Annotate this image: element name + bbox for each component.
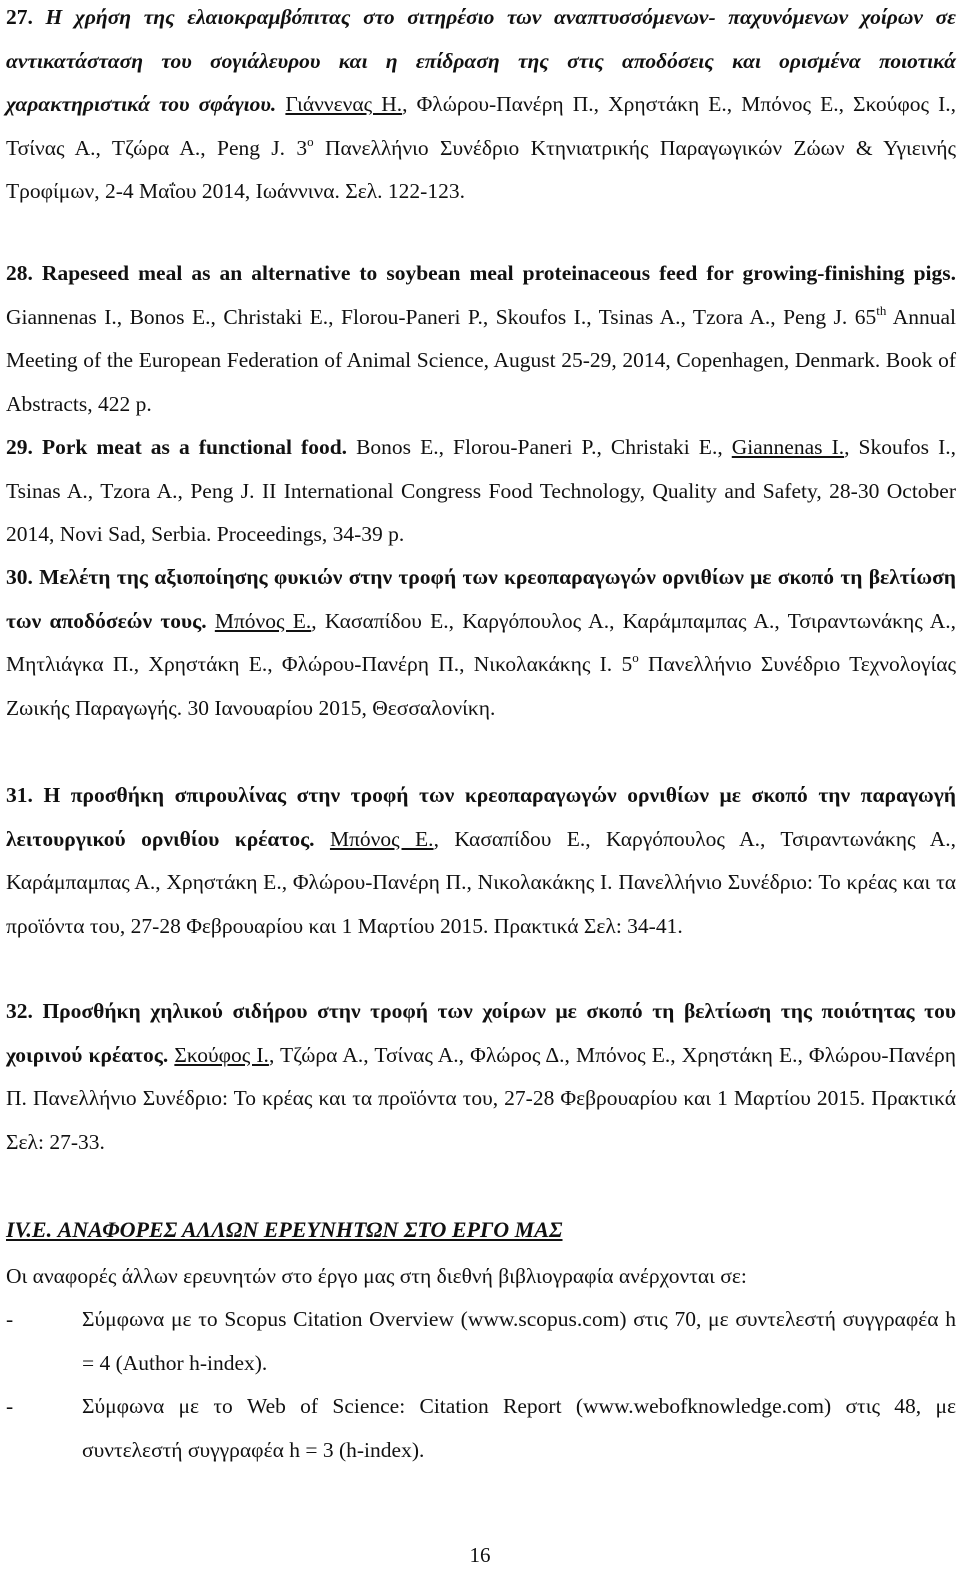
citation-item-wos [6,1385,956,1472]
publication-author-underlined: Σκούφος Ι. [174,1042,269,1067]
publication-28 [6,252,956,426]
publication-venue: Πανελλήνιο Συνέδριο Τεχνολογίας Ζωικής Παραγωγής. 30 Ιανουαρίου 2015, Θεσσαλονίκη. [6,652,957,720]
publication-authors: , Κασαπίδου Ε., Καργόπουλος Α., Καράμπαμπας Α., Τσιραντωνάκης Α., Μητλιάγκα Π., Χρηστάκη Ε., Φλώρου-Πανέρη Π., Νικολακάκης Ι. [6,608,957,677]
publication-authors: Bonos E., Florou-Paneri P., Christaki E., [356,435,723,459]
publication-authors: , Κασαπίδου Ε., Καργόπουλος Α., Τσιραντωνάκης Α., Καράμπαμπας Α., Χρηστάκη Ε., Φλώρου-Πανέρη Π., Νικολακάκης Ι. [6,826,957,895]
publication-30 [6,556,956,730]
publication-title: Rapeseed meal as an alternative to soybean meal proteinaceous feed for growing-finishing pigs. [41,261,956,285]
publication-number: 29. [6,435,33,459]
publication-venue-pre: 3 [296,135,308,160]
publication-venue-sup: th [876,302,887,318]
publication-venue: II International Congress Food Technology, Quality and Safety, 28-30 October 2014, Novi Sad, Serbia. Proceedings, 34-39 p. [6,478,957,547]
publication-32 [6,990,956,1164]
publication-title: Μελέτη της αξιοποίησης φυκιών στην τροφή των κρεοπαραγωγών ορνιθίων με σκοπό τη βελτίωση των αποδόσεών τους. [6,565,956,633]
publication-author-underlined: Giannenas I. [731,435,845,459]
dash-bullet: - [6,1307,14,1331]
section-heading: IV.E. ΑΝΑΦΟΡΕΣ ΑΛΛΩΝ ΕΡΕΥΝΗΤΩΝ ΣΤΟ ΕΡΓΟ ΜΑΣ [6,1217,563,1242]
publication-29 [6,426,956,557]
publication-number: 28. [6,261,33,285]
publication-venue-pre: 65 [854,304,877,329]
publication-authors: , Τζώρα Α., Τσίνας Α., Φλώρος Δ., Μπόνος Ε., Χρηστάκη Ε., Φλώρου-Πανέρη Π. [6,1042,957,1111]
publication-venue: Πανελλήνιο Συνέδριο Κτηνιατρικής Παραγωγικών Ζώων & Υγιεινής Τροφίμων, 2-4 Μαΐου 2014, Ιωάννινα. Σελ. 122-123. [6,135,957,204]
publication-title: Η προσθήκη σπιρουλίνας στην τροφή των κρεοπαραγωγών ορνιθίων με σκοπό την παραγωγή λειτουργικού ορνιθίου κρέατος. [6,783,956,851]
publication-venue: Πανελλήνιο Συνέδριο: Το κρέας και τα προϊόντα του, 27-28 Φεβρουαρίου και 1 Μαρτίου 2015. Πρακτικά Σελ: 27-33. [6,1086,957,1154]
publication-author-underlined: Μπόνος Ε. [329,826,434,851]
publication-venue-pre: 5 [621,652,633,677]
citation-list [6,1298,956,1472]
citation-text: Σύμφωνα με το Scopus Citation Overview (www.scopus.com) στις 70, με συντελεστή συγγραφέα h = 4 (Author h-index). [82,1307,956,1375]
publication-authors: Giannenas I., Bonos E., Christaki E., Florou-Paneri P., Skoufos I., Tsinas A., Tzora A., Peng J. [6,304,848,329]
publication-number: 27. [6,5,33,29]
publication-title: Προσθήκη χηλικού σιδήρου στην τροφή των χοίρων με σκοπό τη βελτίωση της ποιότητας του χοιρινού κρέατος. [6,999,956,1067]
section-intro: Οι αναφορές άλλων ερευνητών στο έργο μας στη διεθνή βιβλιογραφία ανέρχονται σε: [6,1264,747,1288]
publication-title: Η χρήση της ελαιοκραμβόπιτας στο σιτηρέσιο των αναπτυσσόμενων- παχυνόμενων χοίρων σε αντικατάσταση του σογιάλευρου και η επίδραση της στις αποδόσεις και ορισμένα ποιοτικά χαρακτηριστικά του σφάγιου. [6,5,956,117]
publication-number: 32. [6,999,33,1023]
publication-author-underlined: Μπόνος Ε. [214,608,312,633]
page-number: 16 [469,1543,491,1567]
dash-bullet: - [6,1394,14,1419]
citation-item-scopus [6,1298,956,1385]
publication-authors-rest: , Skoufos I., Tsinas A., Tzora A., Peng J. [6,435,956,503]
publication-31 [6,774,956,948]
publication-27 [6,0,956,214]
publication-authors: , Φλώρου-Πανέρη Π., Χρηστάκη Ε., Μπόνος Ε., Σκούφος Ι., Τσίνας Α., Τζώρα Α., Peng J. [6,92,956,160]
citation-text: Σύμφωνα με το Web of Science: Citation Report (www.webofknowledge.com) στις 48, με συντελεστή συγγραφέα h = 3 (h-index). [82,1394,956,1462]
publication-title: Pork meat as a functional food. [41,435,348,459]
publication-venue: Annual Meeting of the European Federation of Animal Science, August 25-29, 2014, Copenhagen, Denmark. Book of Abstracts, 422 p. [6,304,957,416]
publication-author-underlined: Γιάννενας Η. [285,92,403,117]
publication-venue-sup: ο [632,650,639,666]
publication-venue-sup: ο [307,133,314,149]
publication-number: 30. [6,565,33,589]
publication-number: 31. [6,783,33,807]
publication-venue: Πανελλήνιο Συνέδριο: Το κρέας και τα προϊόντα του, 27-28 Φεβρουαρίου και 1 Μαρτίου 2015. Πρακτικά Σελ: 34-41. [6,870,956,938]
